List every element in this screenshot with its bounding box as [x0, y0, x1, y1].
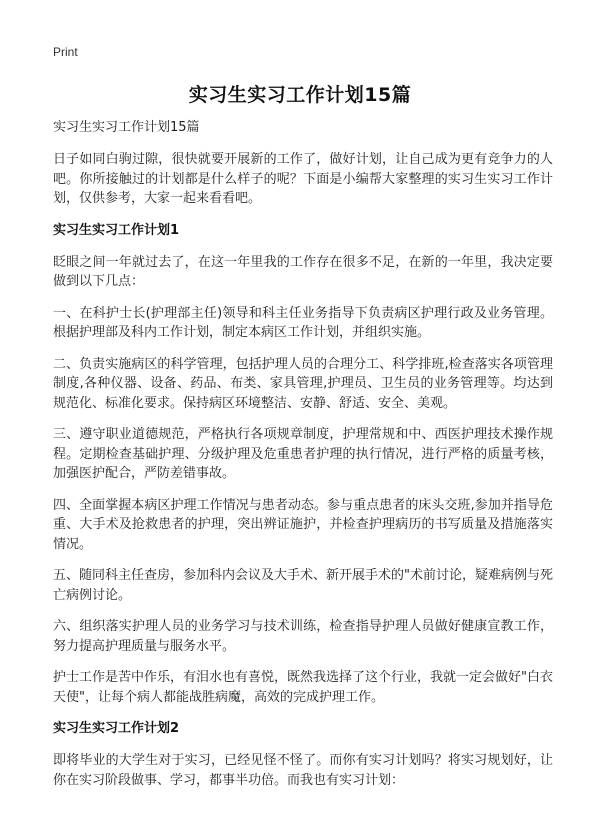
paragraph: 眨眼之间一年就过去了，在这一年里我的工作存在很多不足，在新的一年里，我决定要做到以下几点：: [53, 254, 553, 289]
paragraph: 六、组织落实护理人员的业务学习与技术训练，检查指导护理人员做好健康宣教工作，努力提高护理质量与服务水平。: [53, 619, 553, 654]
print-label[interactable]: Print: [53, 45, 78, 59]
section-heading: 实习生实习工作计划1: [53, 222, 180, 238]
paragraph: 四、全面掌握本病区护理工作情况与患者动态。参与重点患者的床头交班,参加并指导危重、大手术及抢救患者的护理，突出辨证施护，并检查护理病历的书写质量及措施落实情况。: [53, 497, 553, 552]
document-subtitle: 实习生实习工作计划15篇: [53, 120, 200, 135]
intro-paragraph: 日子如同白驹过隙，很快就要开展新的工作了，做好计划，让自己成为更有竞争力的人吧。你所接触过的计划都是什么样子的呢？下面是小编帮大家整理的实习生实习工作计划，仅供参考，大家一起来看看吧。: [53, 152, 553, 206]
paragraph: 护士工作是苦中作乐，有泪水也有喜悦，既然我选择了这个行业，我就一定会做好"白衣天使"，让每个病人都能战胜病魔，高效的完成护理工作。: [53, 670, 553, 705]
section-1: [53, 221, 553, 708]
paragraph: 即将毕业的大学生对于实习，已经见怪不怪了。而你有实习计划吗？将实习规划好，让你在实习阶段做事、学习，都事半功倍。而我也有实习计划：: [53, 753, 553, 788]
section-heading: 实习生实习工作计划2: [53, 721, 180, 736]
document-title: 实习生实习工作计划15篇: [188, 84, 412, 106]
paragraph: 一、在科护士长(护理部主任)领导和科主任业务指导下负责病区护理行政及业务管理。根据护理部及科内工作计划，制定本病区工作计划，并组织实施。: [53, 305, 553, 340]
paragraph: 五、随同科主任查房，参加科内会议及大手术、新开展手术的"术前讨论，疑难病例与死亡病例讨论。: [53, 568, 553, 603]
paragraph: 二、负责实施病区的科学管理，包括护理人员的合理分工、科学排班,检查落实各项管理制度,各种仪器、设备、药品、布类、家具管理,护理员、卫生员的业务管理等。均达到规范化、标准化要求。保持病区环境整洁、安静、舒适、安全、美观。: [53, 356, 553, 411]
paragraph: 三、遵守职业道德规范，严格执行各项规章制度，护理常规和中、西医护理技术操作规程。定期检查基础护理、分级护理及危重患者护理的执行情况，进行严格的质量考核，加强医护配合，严防差错事故。: [53, 427, 553, 481]
document-body: [53, 118, 553, 802]
section-2: [53, 719, 553, 790]
